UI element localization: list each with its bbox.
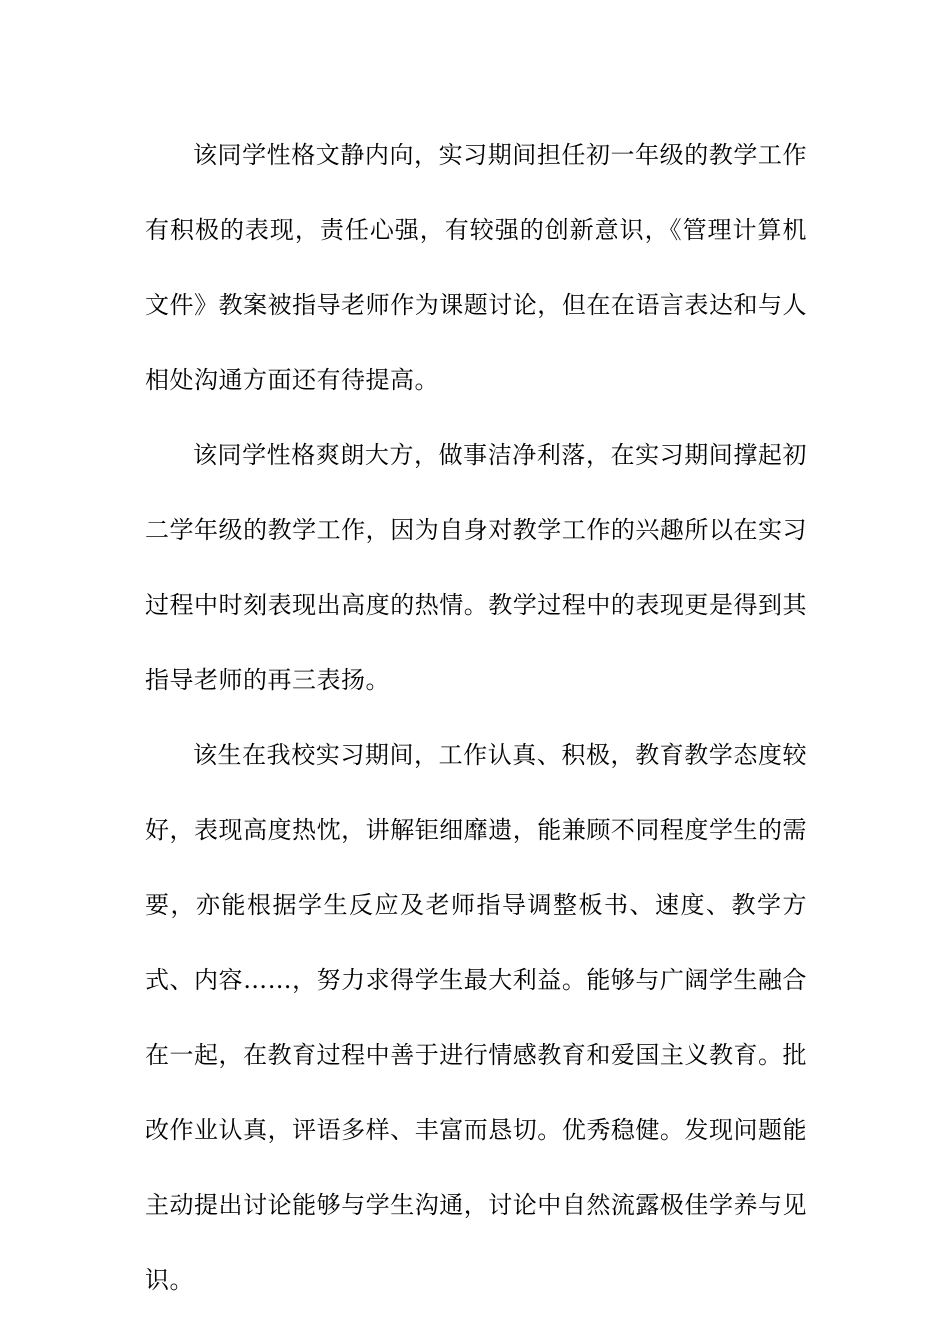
paragraph-2: 该同学性格爽朗大方，做事洁净利落，在实习期间撑起初二学年级的教学工作，因为自身对教学工作的兴趣所以在实习过程中时刻表现出高度的热情。教学过程中的表现更是得到其指导老师的再三表扬。 bbox=[145, 441, 807, 694]
paragraph-3: 该生在我校实习期间，工作认真、积极，教育教学态度较好，表现高度热忱，讲解钜细靡遗，能兼顾不同程度学生的需要，亦能根据学生反应及老师指导调整板书、速度、教学方式、内容……，努力求得学生最大利益。能够与广阔学生融合在一起，在教育过程中善于进行情感教育和爱国主义教育。批改作业认真，评语多样、丰富而恳切。优秀稳健。发现问题能主动提出讨论能够与学生沟通，讨论中自然流露极佳学养与见识。 bbox=[145, 741, 807, 1294]
paragraph-1: 该同学性格文静内向，实习期间担任初一年级的教学工作有积极的表现，责任心强，有较强的创新意识，《管理计算机文件》教案被指导老师作为课题讨论，但在在语言表达和与人相处沟通方面还有待提高。 bbox=[145, 141, 807, 394]
document-body bbox=[145, 118, 807, 1318]
